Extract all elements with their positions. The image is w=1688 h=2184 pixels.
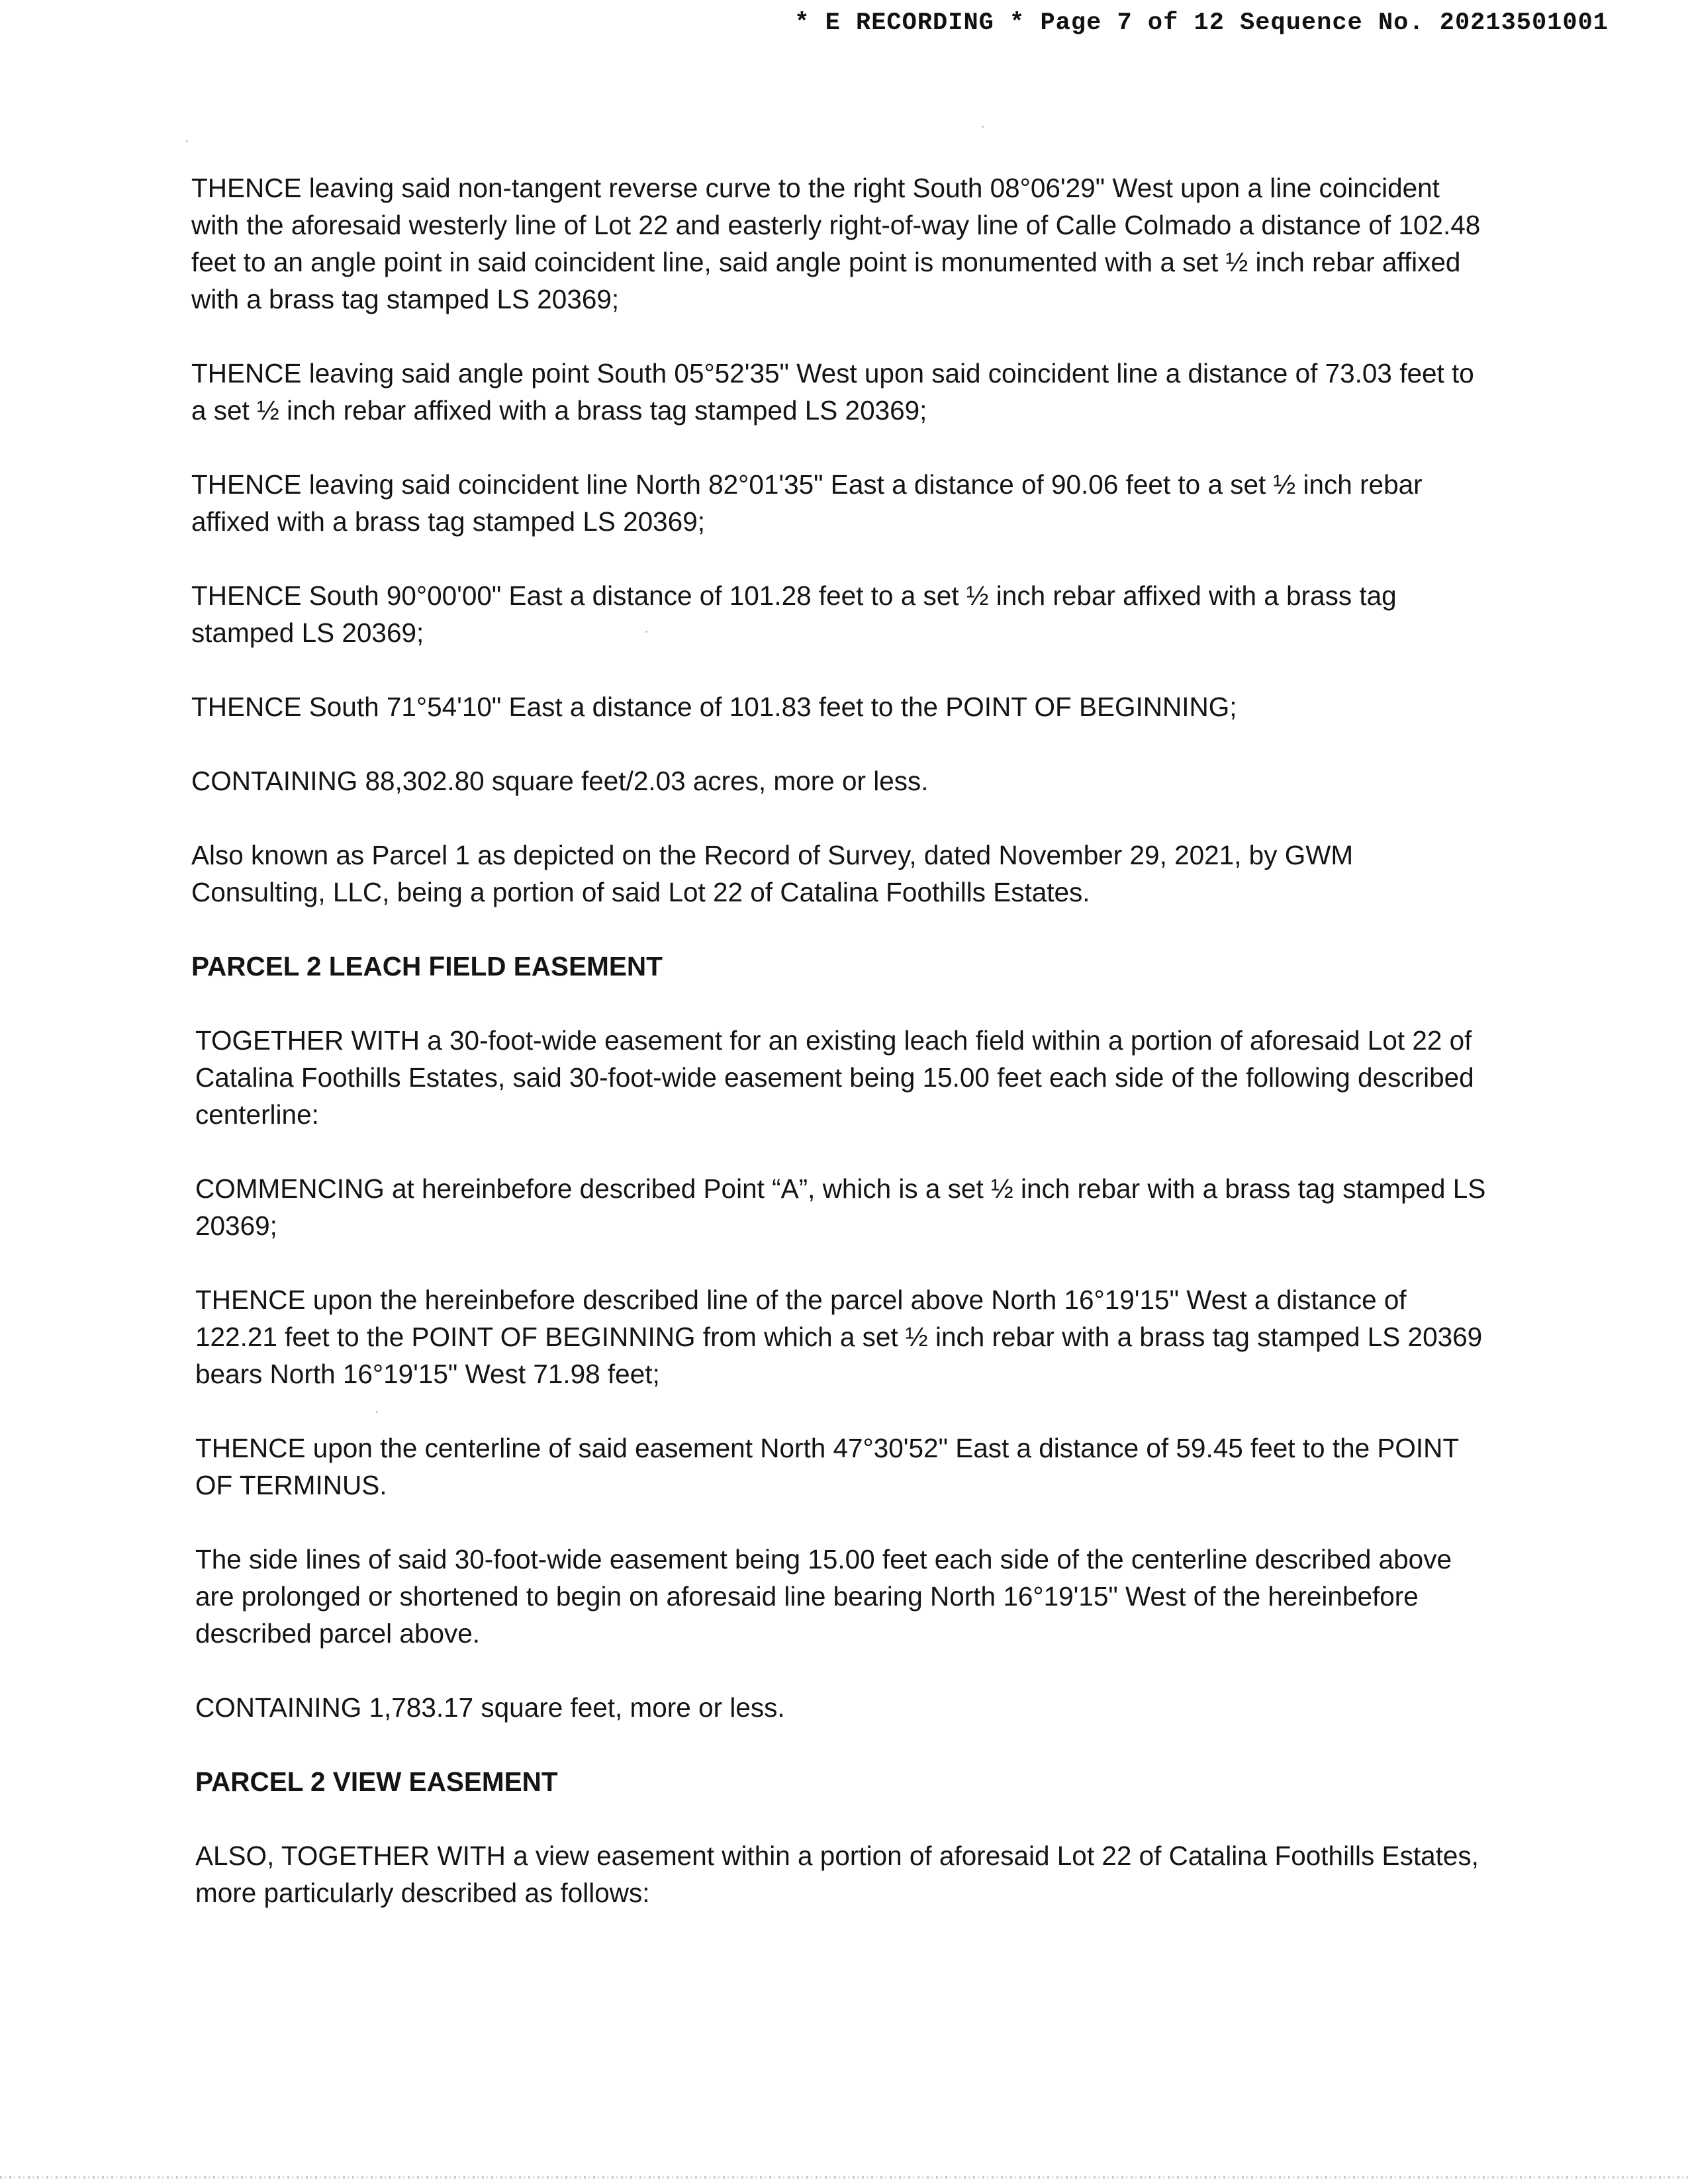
scan-edge-noise (0, 2176, 1688, 2179)
paragraph-also-together-with: ALSO, TOGETHER WITH a view easement within a portion of aforesaid Lot 22 of Catalina Foothills Estates, more particularly described as follows: (195, 1841, 1479, 1908)
scan-speck (376, 1411, 378, 1413)
heading-view-easement: PARCEL 2 VIEW EASEMENT (195, 1766, 558, 1797)
recording-header: * E RECORDING * Page 7 of 12 Sequence No. 20213501001 (794, 9, 1609, 37)
paragraph-thence-south-08: THENCE leaving said non-tangent reverse curve to the right South 08°06'29" West upon a line coincident with the aforesaid westerly line of Lot 22 and easterly right-of-way line of Calle Colmado a distance of 102.48 feet to an angle point in said coincident line, said angle point is monumented with a set ½ inch rebar affixed with a brass tag stamped LS 20369; (191, 173, 1481, 314)
paragraph-thence-north-16: THENCE upon the hereinbefore described line of the parcel above North 16°19'15" West a distance of 122.21 feet to the POINT OF BEGINNING from which a set ½ inch rebar with a brass tag stamped LS 20369 bears North 16°19'15" West 71.98 feet; (195, 1285, 1483, 1389)
scan-speck (186, 140, 188, 142)
paragraph-commencing: COMMENCING at hereinbefore described Point “A”, which is a set ½ inch rebar with a brass tag stamped LS 20369; (195, 1173, 1486, 1241)
paragraph-thence-south-90: THENCE South 90°00'00" East a distance of 101.28 feet to a set ½ inch rebar affixed with a brass tag stamped LS 20369; (191, 580, 1397, 648)
paragraph-thence-south-05: THENCE leaving said angle point South 05°52'35" West upon said coincident line a distance of 73.03 feet to a set ½ inch rebar affixed with a brass tag stamped LS 20369; (191, 358, 1474, 426)
paragraph-thence-north-82: THENCE leaving said coincident line North 82°01'35" East a distance of 90.06 feet to a set ½ inch rebar affixed with a brass tag stamped LS 20369; (191, 469, 1423, 537)
scan-speck (982, 126, 984, 128)
paragraph-containing-parcel-1: CONTAINING 88,302.80 square feet/2.03 acres, more or less. (191, 766, 929, 796)
paragraph-thence-south-71: THENCE South 71°54'10" East a distance of 101.83 feet to the POINT OF BEGINNING; (191, 692, 1237, 722)
paragraph-containing-easement: CONTAINING 1,783.17 square feet, more or less. (195, 1692, 785, 1723)
paragraph-thence-north-47: THENCE upon the centerline of said easement North 47°30'52" East a distance of 59.45 feet to the POINT OF TERMINUS. (195, 1433, 1459, 1500)
heading-leach-field-easement: PARCEL 2 LEACH FIELD EASEMENT (191, 951, 663, 981)
paragraph-side-lines: The side lines of said 30-foot-wide easement being 15.00 feet each side of the centerline described above are prolonged or shortened to begin on aforesaid line bearing North 16°19'15" West of the hereinbefore described parcel above. (195, 1544, 1452, 1649)
paragraph-also-known-as: Also known as Parcel 1 as depicted on the Record of Survey, dated November 29, 2021, by GWM Consulting, LLC, being a portion of said Lot 22 of Catalina Foothills Estates. (191, 840, 1354, 907)
paragraph-together-with: TOGETHER WITH a 30-foot-wide easement for an existing leach field within a portion of aforesaid Lot 22 of Catalina Foothills Estates, said 30-foot-wide easement being 15.00 feet each side of the following described centerline: (195, 1025, 1474, 1130)
scan-speck (645, 631, 647, 633)
legal-description-body (191, 169, 1492, 1948)
